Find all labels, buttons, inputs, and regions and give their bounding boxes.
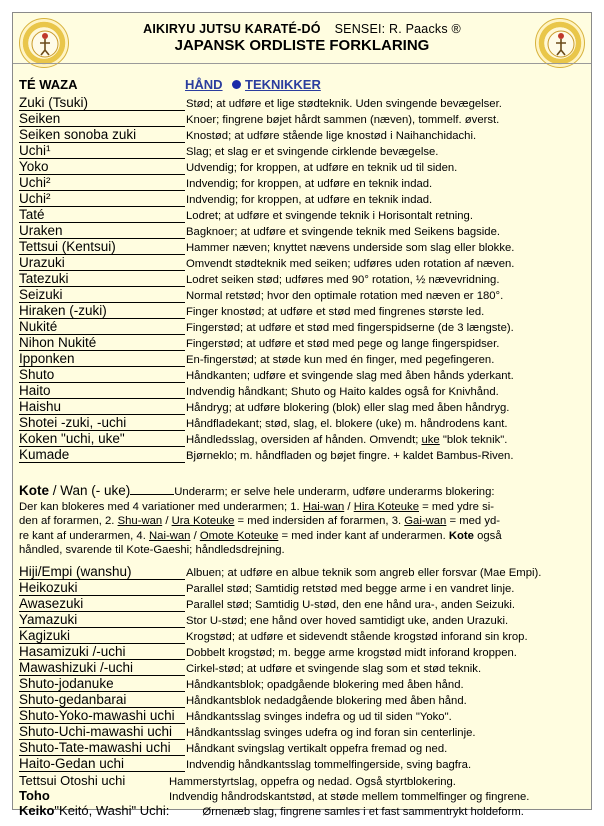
bullet-dot-icon — [232, 80, 241, 89]
list-item — [19, 773, 585, 788]
term-label: Uchi¹ — [19, 144, 185, 159]
underlined-term: Hai-wan — [302, 500, 345, 513]
list-item — [19, 192, 585, 208]
term-label: Awasezuki — [19, 597, 185, 612]
term-description: Indvendig håndkant; Shuto og Haito kaldes også for Knivhånd. — [186, 386, 499, 398]
term-label: Hiraken (-zuki) — [19, 304, 185, 319]
tab-hand-link[interactable]: HÅND — [185, 77, 223, 92]
term-description: Indvendig håndkantsslag tommelfingerside, sving bagfra. — [186, 759, 472, 771]
list-item — [19, 661, 585, 677]
page-title: JAPANSK ORDLISTE FORKLARING — [174, 37, 430, 54]
term-label: Zuki (Tsuki) — [19, 96, 185, 111]
term-label: Keiko — [19, 803, 55, 818]
term-description: Udvendig; for kroppen, at udføre en teknik ud til siden. — [186, 162, 458, 174]
school-name: AIKIRYU JUTSU KARATÉ-DÓ — [143, 22, 321, 36]
term-description: Cirkel-stød; at udføre et svingende slag som et stød teknik. — [186, 663, 482, 675]
term-description: Håndryg; at udføre blokering (blok) eller slag med åben håndryg. — [186, 402, 510, 414]
term-description: Knostød; at udføre stående lige knostød i Naihanchidachi. — [186, 130, 477, 142]
term-description: Bjørneklo; m. håndfladen og bøjet fingre. + kaldet Bambus-Riven. — [186, 450, 514, 462]
kote-desc: Underarm; er selve hele underarm, udføre underarms blokering: — [174, 486, 495, 498]
term-label: Yoko — [19, 160, 185, 175]
kote-line — [19, 483, 585, 500]
term-label: Toho — [19, 788, 50, 803]
list-item — [19, 757, 585, 773]
desc-part: Håndledsslag, oversiden af hånden. Omvendt; — [186, 434, 422, 446]
term-description: Lodret; at udføre et svingende teknik i Horisontalt retning. — [186, 210, 473, 222]
term-description: Håndkantsslag svinges udefra og ind foran sin centerlinje. — [186, 727, 476, 739]
tail-list — [19, 773, 585, 818]
underlined-term: Omote Koteuke — [199, 529, 279, 542]
term-label: Seizuki — [19, 288, 185, 303]
kote-line — [19, 514, 585, 529]
term-label: Nukité — [19, 320, 185, 335]
list-item — [19, 725, 585, 741]
list-item — [19, 709, 585, 725]
term-description: Håndkanten; udføre et svingende slag med åben hånds yderkant. — [186, 370, 514, 382]
term-label: Shuto-Uchi-mawashi uchi — [19, 725, 185, 740]
term-description: Håndkantsblok; opadgående blokering med åben hånd. — [186, 679, 464, 691]
underlined-term: uke — [421, 434, 440, 446]
list-item — [19, 384, 585, 400]
list-item — [19, 613, 585, 629]
term-label: Urazuki — [19, 256, 185, 271]
term-description: Håndkantsslag svinges indefra og ud til siden "Yoko". — [186, 711, 452, 723]
kote-term-rest: / Wan (- uke) — [49, 483, 131, 498]
term-description: Hammer næven; knyttet nævens underside som slag eller blokke. — [186, 242, 515, 254]
term-label: Uchi² — [19, 192, 185, 207]
list-item — [19, 288, 585, 304]
separator: / — [162, 515, 172, 527]
term-label-suffix: "Keitó, Washi" Uchi: — [54, 803, 170, 818]
kote-line: håndled, svarende til Kote-Gaeshi; håndledsdrejning. — [19, 544, 285, 556]
underlined-term: Hira Koteuke — [353, 500, 419, 513]
separator: / — [344, 500, 354, 513]
kote-text: = med yd- — [446, 515, 501, 527]
term-label: Shuto-Yoko-mawashi uchi — [19, 709, 185, 724]
kote-term — [19, 483, 130, 498]
underlined-term: Ura Koteuke — [171, 515, 235, 527]
tab-teknikker-link[interactable]: TEKNIKKER — [245, 77, 321, 92]
header-divider — [13, 63, 591, 64]
term-description: Krogstød; at udføre et sidevendt stående krogstød inforand sin krop. — [186, 631, 528, 643]
kote-text: re kant af underarmen, 4. — [19, 529, 149, 542]
kote-text: = med inder kant af underarmen. — [278, 529, 449, 542]
term-label: Yamazuki — [19, 613, 185, 628]
kote-text: = med ydre si- — [419, 500, 495, 513]
section-heading-row — [19, 77, 579, 93]
term-description: Knoer; fingrene bøjet hårdt sammen (næven), tommelf. øverst. — [186, 114, 500, 126]
term-description: Bagknoer; at udføre et svingende teknik med Seikens bagside. — [186, 226, 500, 238]
term-label: Haito-Gedan uchi — [19, 757, 185, 772]
term-list-2 — [19, 565, 585, 773]
term-label: Tatezuki — [19, 272, 185, 287]
underlined-term: Gai-wan — [404, 515, 447, 527]
term-label: Kumade — [19, 448, 185, 463]
list-item — [19, 224, 585, 240]
term-label: Tettsui (Kentsui) — [19, 240, 185, 255]
term-label: Nihon Nukité — [19, 336, 185, 351]
desc-part: "blok teknik". — [439, 434, 508, 446]
term-label: Taté — [19, 208, 185, 223]
school-title — [13, 22, 591, 36]
list-item — [19, 96, 585, 112]
term-description: Lodret seiken stød; udføres med 90° rotation, ½ nævevridning. — [186, 274, 500, 286]
term-description: Omvendt stødteknik med seiken; udføres uden rotation af næven. — [186, 258, 515, 270]
document-page — [12, 12, 592, 818]
list-item — [19, 320, 585, 336]
list-item — [19, 144, 585, 160]
term-label: Seiken sonoba zuki — [19, 128, 185, 143]
kote-text: den af forarmen, 2. — [19, 515, 118, 527]
term-description: Dobbelt krogstød; m. begge arme krogstød midt inforand kroppen. — [186, 647, 517, 659]
list-item — [19, 256, 585, 272]
kote-paragraph — [19, 483, 585, 558]
list-item — [19, 645, 585, 661]
list-item — [19, 581, 585, 597]
list-item — [19, 741, 585, 757]
term-description: Håndkantsblok nedadgående blokering med åben hånd. — [186, 695, 467, 707]
list-item — [19, 304, 585, 320]
term-label: Uchi² — [19, 176, 185, 191]
term-description: Indvendig håndrodskantstød, at støde mellem tommelfinger og fingrene. — [169, 791, 530, 803]
term-description: Albuen; at udføre en albue teknik som angreb eller forsvar (Mae Empi). — [186, 567, 542, 579]
list-item — [19, 416, 585, 432]
term-label: Heikozuki — [19, 581, 185, 596]
list-item — [19, 597, 585, 613]
term-list — [19, 96, 585, 464]
term-label: Shotei -zuki, -uchi — [19, 416, 185, 431]
term-description: Parallel stød; Samtidig U-stød, den ene hånd ura-, anden Seizuki. — [186, 599, 516, 611]
list-item — [19, 176, 585, 192]
term-description: Hammerstyrtslag, oppefra og nedad. Også styrtblokering. — [169, 776, 456, 788]
term-description: Ørnenæb slag, fingrene samles i et fast sammentrykt holdeform. — [202, 806, 524, 818]
separator: / — [190, 529, 200, 542]
term-label: Kagizuki — [19, 629, 185, 644]
list-item — [19, 128, 585, 144]
term-description: Slag; et slag er et svingende cirklende bevægelse. — [186, 146, 439, 158]
term-description: Indvendig; for kroppen, at udføre en teknik indad. — [186, 194, 433, 206]
term-description: Indvendig; for kroppen, at udføre en teknik indad. — [186, 178, 433, 190]
term-description: Håndkant svingslag vertikalt oppefra fremad og ned. — [186, 743, 448, 755]
list-item — [19, 240, 585, 256]
list-item — [19, 693, 585, 709]
term-label: Hiji/Empi (wanshu) — [19, 565, 185, 580]
sensei-label: SENSEI: — [334, 22, 386, 36]
term-description: Fingerstød; at udføre et stød med pege og lange fingerspidser. — [186, 338, 500, 350]
kote-text: Der kan blokeres med 4 variationer med underarmen; 1. — [19, 500, 303, 513]
list-item — [19, 336, 585, 352]
list-item — [19, 400, 585, 416]
document-header — [13, 13, 591, 75]
term-label: Shuto-gedanbarai — [19, 693, 185, 708]
kote-line — [19, 500, 585, 515]
section-heading: TÉ WAZA — [19, 77, 78, 92]
list-item — [19, 677, 585, 693]
kote-bold: Kote — [448, 529, 474, 542]
term-description: Parallel stød; Samtidig retstød med begge arme i en vandret linje. — [186, 583, 515, 595]
term-label: Hasamizuki /-uchi — [19, 645, 185, 660]
sensei-name: R. Paacks ® — [389, 22, 461, 36]
term-label: Shuto-Tate-mawashi uchi — [19, 741, 185, 756]
term-label: Shuto — [19, 368, 185, 383]
term-label: Mawashizuki /-uchi — [19, 661, 185, 676]
term-description: Stød; at udføre et lige stødteknik. Uden svingende bevægelser. — [186, 98, 502, 110]
term-description: Håndfladekant; stød, slag, el. blokere (uke) m. håndrodens kant. — [186, 418, 508, 430]
term-description: Fingerstød; at udføre et stød med fingerspidserne (de 3 længste). — [186, 322, 514, 334]
underlined-term: Shu-wan — [117, 515, 163, 527]
term-label: Tettsui Otoshi uchi — [19, 773, 126, 788]
list-item — [19, 565, 585, 581]
list-item — [19, 112, 585, 128]
term-label: Ipponken — [19, 352, 185, 367]
term-description: Normal retstød; hvor den optimale rotation med næven er 180°. — [186, 290, 504, 302]
term-description: Stor U-stød; ene hånd over hoved samtidigt uke, anden Urazuki. — [186, 615, 509, 627]
kote-line — [19, 529, 585, 544]
term-description: Finger knostød; at udføre et stød med fingrenes største led. — [186, 306, 485, 318]
list-item — [19, 803, 585, 818]
list-item — [19, 368, 585, 384]
term-label: Haishu — [19, 400, 185, 415]
list-item — [19, 432, 585, 448]
term-label: Uraken — [19, 224, 185, 239]
kote-text: = med indersiden af forarmen, 3. — [234, 515, 405, 527]
term-description — [185, 432, 507, 448]
list-item — [19, 272, 585, 288]
kote-text: også — [473, 529, 502, 542]
underlined-term: Nai-wan — [149, 529, 191, 542]
term-label: Shuto-jodanuke — [19, 677, 185, 692]
list-item — [19, 352, 585, 368]
list-item — [19, 160, 585, 176]
list-item — [19, 788, 585, 803]
list-item — [19, 448, 585, 464]
term-description: En-fingerstød; at støde kun med én finger, med pegefingeren. — [186, 354, 495, 366]
list-item — [19, 208, 585, 224]
list-item — [19, 629, 585, 645]
term-label: Seiken — [19, 112, 185, 127]
term-label: Koken "uchi, uke" — [19, 432, 185, 447]
term-label: Haito — [19, 384, 185, 399]
kote-term-bold: Kote — [19, 483, 49, 498]
